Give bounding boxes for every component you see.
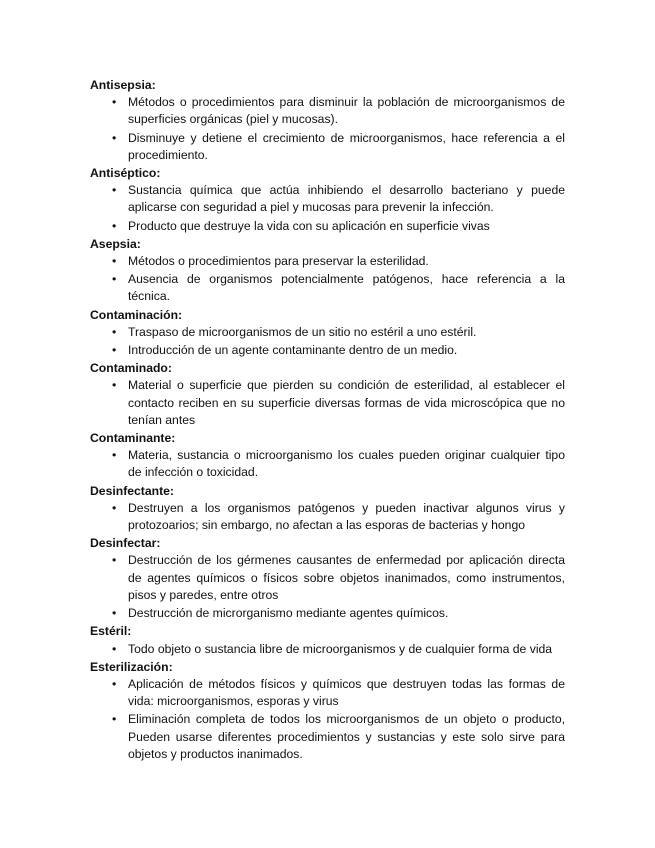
definition-text: Materia, sustancia o microorganismo los cuales pueden originar cualquier tipo de infección o toxicidad. [128, 448, 565, 480]
definition-item [90, 377, 565, 429]
definition-list [90, 552, 565, 622]
definition-item [90, 218, 565, 235]
bullet-icon: • [112, 254, 117, 269]
definition-text: Métodos o procedimientos para preservar la esterilidad. [128, 254, 429, 269]
definition-item [90, 253, 565, 270]
definition-text: Eliminación completa de todos los microorganismos de un objeto o producto, Pueden usarse diferentes procedimientos y sustancias y este solo sirve para objetos y productos inanimados. [128, 712, 565, 761]
bullet-icon: • [112, 343, 117, 358]
definition-list [90, 324, 565, 359]
bullet-icon: • [112, 676, 117, 691]
bullet-icon: • [112, 272, 117, 287]
document-page [90, 77, 565, 764]
term-heading: Esterilización: [90, 659, 173, 674]
definition-text: Destruyen a los organismos patógenos y pueden inactivar algunos virus y protozoarios; sin embargo, no afectan a las esporas de bacterias y hongo [128, 500, 565, 533]
definition-text: Métodos o procedimientos para disminuir la población de microorganismos de superficies orgánicas (piel y mucosas). [128, 95, 565, 127]
definition-text: Disminuye y detiene el crecimiento de microorganismos, hace referencia a el procedimiento. [128, 130, 565, 162]
bullet-icon: • [112, 130, 117, 145]
bullet-icon: • [112, 218, 117, 233]
definition-item [90, 130, 565, 164]
term-heading: Desinfectante: [90, 483, 174, 498]
term-heading: Antiséptico: [90, 166, 161, 181]
definition-text: Aplicación de métodos físicos y químicos que destruyen todas las formas de vida: microorganismos, esporas y virus [128, 676, 565, 709]
definition-list [90, 377, 565, 429]
definition-item [90, 641, 565, 658]
bullet-icon: • [112, 95, 117, 110]
definition-text: Ausencia de organismos potencialmente patógenos, hace referencia a la técnica. [128, 272, 565, 304]
definition-item [90, 94, 565, 128]
definition-text: Sustancia química que actúa inhibiendo el desarrollo bacteriano y puede aplicarse con seguridad a piel y mucosas para prevenir la infección. [128, 183, 565, 215]
bullet-icon: • [112, 606, 117, 621]
definition-list [90, 447, 565, 481]
definition-list [90, 641, 565, 658]
definition-list [90, 253, 565, 306]
term-heading: Desinfectar: [90, 536, 161, 551]
definition-item [90, 447, 565, 481]
definition-text: Producto que destruye la vida con su aplicación en superficie vivas [128, 218, 490, 233]
definition-text: Traspaso de microorganismos de un sitio no estéril a uno estéril. [128, 324, 477, 339]
term-heading: Contaminación: [90, 307, 183, 322]
definition-item [90, 500, 565, 534]
definition-item [90, 552, 565, 604]
definition-list [90, 182, 565, 235]
definition-text: Material o superficie que pierden su condición de esterilidad, al establecer el contacto reciben en su superficie diversas formas de vida microscópica que no tenían antes [128, 378, 565, 427]
definition-item [90, 676, 565, 710]
bullet-icon: • [112, 641, 117, 656]
definition-list [90, 500, 565, 534]
bullet-icon: • [112, 500, 117, 515]
definition-item [90, 605, 565, 622]
term-heading: Antisepsia: [90, 78, 156, 92]
definition-text: Todo objeto o sustancia libre de microorganismos y de cualquier forma de vida [128, 641, 553, 656]
term-heading: Contaminante: [90, 431, 176, 446]
bullet-icon: • [112, 712, 117, 727]
bullet-icon: • [112, 324, 117, 339]
bullet-icon: • [112, 378, 117, 393]
definition-item [90, 711, 565, 763]
term-heading: Asepsia: [90, 236, 141, 251]
term-heading: Contaminado: [90, 361, 172, 376]
definition-item [90, 182, 565, 216]
definition-list [90, 94, 565, 164]
bullet-icon: • [112, 183, 117, 198]
definition-text: Introducción de un agente contaminante dentro de un medio. [128, 343, 458, 358]
definition-list [90, 676, 565, 763]
definition-item [90, 342, 565, 359]
definition-item [90, 324, 565, 341]
definition-text: Destrucción de los gérmenes causantes de enfermedad por aplicación directa de agentes químicos o físicos sobre objetos inanimados, como instrumentos, pisos y paredes, entre otros [128, 553, 565, 602]
definition-text: Destrucción de microrganismo mediante agentes químicos. [128, 606, 449, 621]
definition-item [90, 271, 565, 305]
term-heading: Estéril: [90, 624, 132, 639]
bullet-icon: • [112, 448, 117, 463]
bullet-icon: • [112, 553, 117, 568]
